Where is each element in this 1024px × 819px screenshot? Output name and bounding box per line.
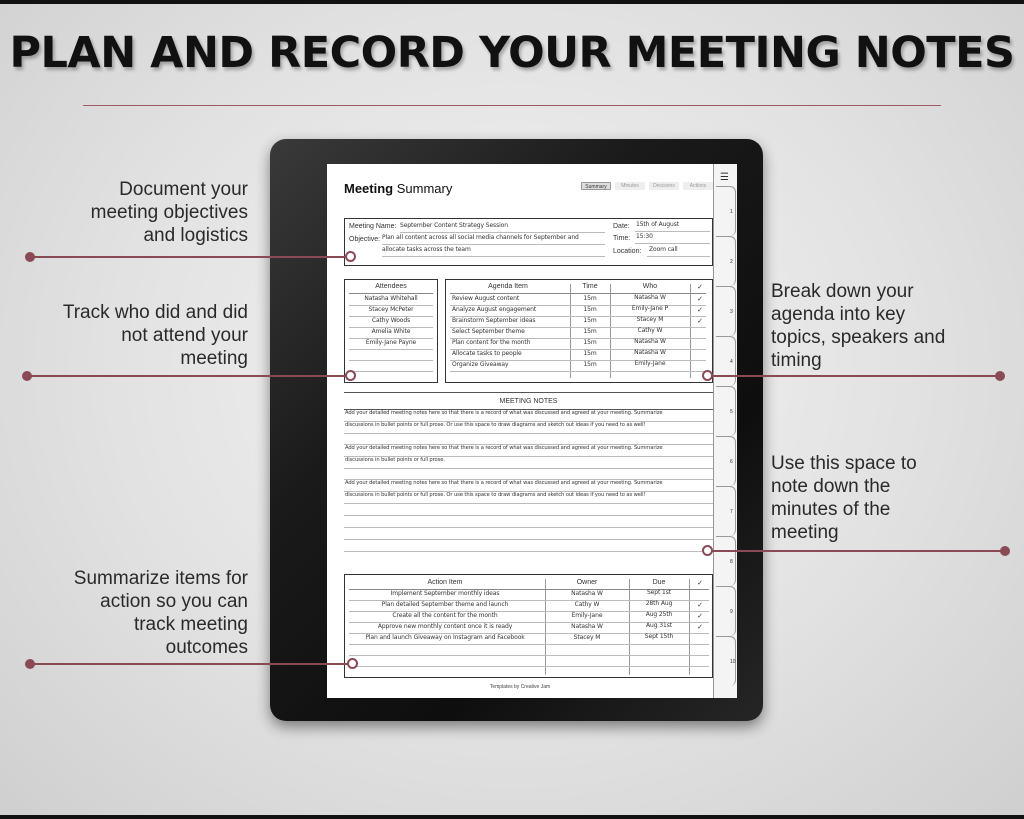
notes-header: MEETING NOTES — [499, 398, 558, 405]
callout-line: note down the — [771, 476, 891, 497]
callout-attendance — [8, 301, 248, 370]
logistics-box — [344, 218, 713, 266]
attendee-name[interactable]: Emily-Jane Payne — [365, 339, 417, 346]
agenda-time[interactable]: 15m — [583, 361, 597, 368]
note-line[interactable]: discussions in bullet points or full prose. — [345, 457, 445, 463]
side-tab[interactable]: 5 — [716, 386, 736, 436]
callout-line: topics, speakers and — [771, 327, 946, 348]
pointer-line-minutes — [712, 550, 1004, 552]
callout-line: Document your — [119, 179, 248, 200]
action-item[interactable]: Approve new monthly content once it is ready — [377, 623, 513, 630]
pointer-dot — [1000, 546, 1010, 556]
side-tab[interactable]: 2 — [716, 236, 736, 286]
pointer-line-attendance — [27, 375, 350, 377]
attendee-name[interactable]: Cathy Woods — [371, 317, 411, 324]
action-owner[interactable]: Natasha W — [571, 623, 603, 630]
action-owner[interactable]: Natasha W — [571, 590, 603, 597]
agenda-who[interactable]: Natasha W — [634, 294, 666, 301]
side-tab[interactable]: 7 — [716, 486, 736, 536]
callout-line: Break down your — [771, 281, 914, 302]
nav-actions[interactable]: Actions — [683, 182, 713, 190]
menu-icon[interactable]: ☰ — [720, 172, 729, 183]
callout-agenda — [771, 280, 991, 372]
action-check[interactable]: ✓ — [697, 613, 703, 620]
action-due[interactable]: Sept 1st — [646, 589, 672, 596]
action-check[interactable]: ✓ — [697, 624, 703, 631]
agenda-who[interactable]: Natasha W — [634, 349, 666, 356]
callout-line: timing — [771, 350, 822, 371]
agenda-check[interactable]: ✓ — [697, 307, 703, 314]
location-label: Location: — [613, 248, 642, 255]
date-value[interactable]: 15th of August — [636, 221, 679, 228]
agenda-who[interactable]: Emily-Jane P — [631, 305, 669, 312]
document-page — [327, 164, 713, 698]
action-header-owner: Owner — [576, 579, 598, 586]
side-tab[interactable]: 8 — [716, 536, 736, 586]
agenda-header-check: ✓ — [697, 284, 703, 291]
agenda-box — [445, 279, 713, 383]
bottom-border — [0, 815, 1024, 819]
attendee-name[interactable]: Natasha Whitehall — [364, 295, 418, 302]
headline: PLAN AND RECORD YOUR MEETING NOTES — [9, 28, 1015, 78]
objective-label: Objective: — [349, 236, 381, 243]
pointer-ring — [345, 251, 356, 262]
pointer-dot — [995, 371, 1005, 381]
attendees-box — [344, 279, 438, 383]
callout-line: and logistics — [143, 225, 248, 246]
action-header-due: Due — [652, 579, 666, 586]
date-label: Date: — [613, 223, 630, 230]
action-owner[interactable]: Stacey M — [573, 634, 601, 641]
pointer-line-actions — [30, 663, 352, 665]
agenda-header-item: Agenda Item — [488, 283, 528, 290]
meeting-name-value[interactable]: September Content Strategy Session — [400, 222, 508, 229]
attendees-header: Attendees — [375, 283, 407, 290]
agenda-time[interactable]: 15m — [583, 328, 597, 335]
action-item[interactable]: Create all the content for the month — [392, 612, 498, 619]
headline-rule — [83, 105, 941, 106]
side-tab[interactable]: 3 — [716, 286, 736, 336]
side-tab[interactable]: 4 — [716, 336, 736, 386]
location-value[interactable]: Zoom call — [649, 246, 678, 253]
agenda-check[interactable]: ✓ — [697, 296, 703, 303]
note-line[interactable]: Add your detailed meeting notes here so that there is a record of what was discussed and agreed at your meeting. Summarize — [345, 445, 663, 451]
attendee-name[interactable]: Amelia White — [371, 328, 411, 335]
callout-line: agenda into key — [771, 304, 906, 325]
callout-line: Track who did and did — [62, 302, 248, 323]
side-tab[interactable]: 9 — [716, 586, 736, 636]
action-due[interactable]: Aug 25th — [645, 611, 673, 618]
agenda-item[interactable]: Review August content — [452, 295, 520, 302]
pointer-line-objectives — [30, 256, 350, 258]
pointer-ring — [345, 370, 356, 381]
callout-line: meeting — [180, 348, 248, 369]
action-owner[interactable]: Emily-Jane — [571, 612, 603, 619]
callout-line: meeting objectives — [90, 202, 248, 223]
agenda-time[interactable]: 15m — [583, 306, 597, 313]
agenda-header-time: Time — [582, 283, 598, 290]
template-credit: Templates by Creative Jam — [489, 684, 551, 690]
agenda-time[interactable]: 15m — [583, 295, 597, 302]
agenda-item[interactable]: Plan content for the month — [452, 339, 531, 346]
agenda-who[interactable]: Stacey M — [636, 316, 664, 323]
callout-actions — [8, 567, 248, 659]
callout-line: action so you can — [100, 591, 248, 612]
agenda-item[interactable]: Organize Giveaway — [452, 361, 509, 368]
action-header-item: Action Item — [427, 579, 463, 586]
callout-line: meeting — [771, 522, 839, 543]
callout-minutes — [771, 452, 991, 544]
note-line[interactable]: discussions in bullet points or full prose. Or use this space to draw diagrams and sketch out ideas if you need to as well! — [345, 492, 646, 498]
pointer-ring — [347, 658, 358, 669]
callout-line: Summarize items for — [73, 568, 248, 589]
agenda-item[interactable]: Brainstorm September ideas — [452, 317, 536, 324]
agenda-item[interactable]: Analyze August engagement — [452, 306, 537, 313]
actions-box — [344, 574, 713, 678]
side-tabs — [713, 164, 737, 698]
nav-minutes[interactable]: Minutes — [615, 182, 645, 190]
callout-objectives — [8, 178, 248, 247]
callout-line: outcomes — [165, 637, 248, 658]
callout-line: minutes of the — [771, 499, 891, 520]
meeting-name-label: Meeting Name: — [349, 223, 397, 230]
action-header-check: ✓ — [697, 580, 703, 587]
time-label: Time: — [613, 235, 631, 242]
nav-summary[interactable]: Summary — [581, 182, 611, 190]
action-owner[interactable]: Cathy W — [574, 601, 600, 608]
document-title — [344, 181, 452, 196]
pointer-line-agenda — [712, 375, 998, 377]
action-item[interactable]: Plan and launch Giveaway on Instagram and Facebook — [365, 634, 525, 641]
agenda-header-who: Who — [642, 283, 658, 290]
agenda-time[interactable]: 15m — [583, 350, 597, 357]
side-tab[interactable]: 6 — [716, 436, 736, 486]
nav-decisions[interactable]: Decisions — [649, 182, 679, 190]
action-due[interactable]: 28th Aug — [645, 600, 673, 607]
notes-section — [344, 392, 713, 562]
objective-line-1[interactable]: Plan all content across all social media channels for September and — [382, 234, 579, 241]
side-tab[interactable]: 10 — [716, 636, 736, 686]
note-line[interactable]: Add your detailed meeting notes here so that there is a record of what was discussed and agreed at your meeting. Summarize — [345, 410, 663, 416]
title-rest: Summary — [396, 181, 453, 196]
agenda-who[interactable]: Emily-Jane — [634, 360, 666, 367]
action-due[interactable]: Aug 31st — [646, 622, 672, 629]
agenda-time[interactable]: 15m — [583, 317, 597, 324]
agenda-who[interactable]: Cathy W — [637, 327, 663, 334]
action-check[interactable]: ✓ — [697, 602, 703, 609]
agenda-time[interactable]: 15m — [583, 339, 597, 346]
action-due[interactable]: Sept 15th — [644, 633, 674, 640]
action-item[interactable]: Plan detailed September theme and launch — [381, 601, 509, 608]
agenda-check[interactable]: ✓ — [697, 318, 703, 325]
top-border — [0, 0, 1024, 4]
agenda-item[interactable]: Select September theme — [452, 328, 525, 335]
callout-line: track meeting — [133, 614, 248, 635]
title-bold: Meeting — [344, 181, 394, 196]
callout-line: Use this space to — [771, 453, 917, 474]
callout-line: not attend your — [121, 325, 248, 346]
agenda-who[interactable]: Natasha W — [634, 338, 666, 345]
time-value[interactable]: 15:30 — [636, 233, 653, 240]
objective-line-2[interactable]: allocate tasks across the team — [382, 246, 471, 253]
attendee-name[interactable]: Stacey McPeter — [368, 306, 414, 313]
note-line[interactable]: discussions in bullet points or full prose. Or use this space to draw diagrams and sketch out ideas if you need to as well! — [345, 422, 646, 428]
note-line[interactable]: Add your detailed meeting notes here so that there is a record of what was discussed and agreed at your meeting. Summarize — [345, 480, 663, 486]
action-item[interactable]: Implement September monthly ideas — [390, 590, 500, 597]
side-tab[interactable]: 1 — [716, 186, 736, 236]
agenda-item[interactable]: Allocate tasks to people — [452, 350, 522, 357]
